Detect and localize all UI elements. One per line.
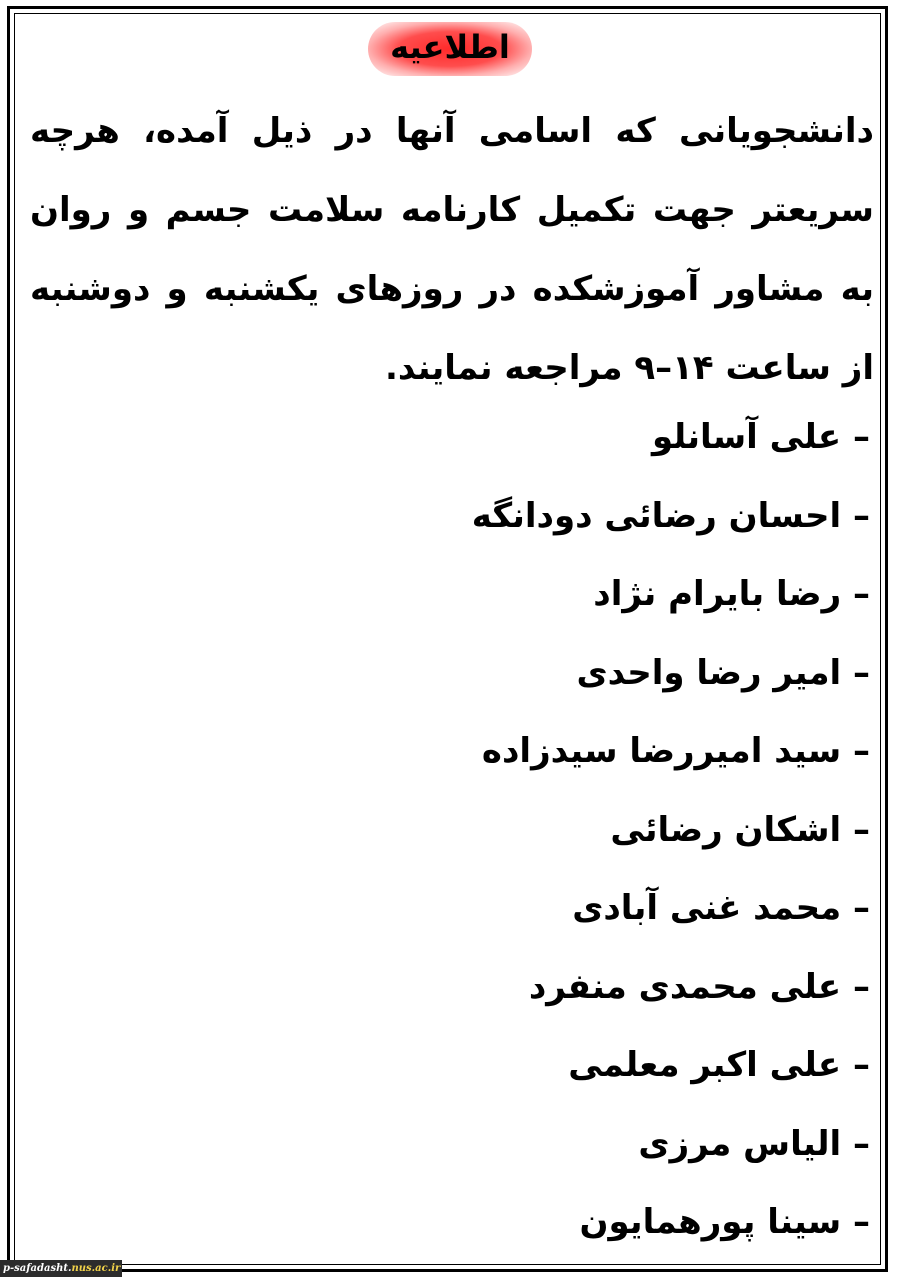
list-item: – امیر رضا واحدی xyxy=(576,652,870,693)
list-item: – علی محمدی منفرد xyxy=(528,966,870,1007)
list-item: – سینا پورهمایون xyxy=(579,1202,870,1242)
list-item: – علی آسانلو xyxy=(652,417,870,457)
list-item: – سید امیررضا سیدزاده xyxy=(481,731,870,771)
site-prefix: p-safadasht. xyxy=(3,1263,72,1274)
notice-body: دانشجویانی که اسامی آنها در ذیل آمده، هرچه سریعتر جهت تکمیل کارنامه سلامت جسم و روان به مشاور آموزشکده در روزهای یکشنبه و دوشنبه از ساعت ۱۴–۹ مراجعه نمایند. xyxy=(30,111,874,388)
site-watermark xyxy=(0,1260,122,1277)
notice-title: اطلاعیه xyxy=(368,22,532,76)
list-item: – رضا بایرام نژاد xyxy=(593,574,870,614)
site-suffix: nus.ac.ir xyxy=(71,1263,121,1274)
list-item: – الیاس مرزی xyxy=(638,1123,870,1164)
list-item: – علی اکبر معلمی xyxy=(568,1045,870,1085)
student-name-list xyxy=(26,398,870,1262)
list-item: – اشکان رضائی xyxy=(610,809,870,850)
list-item: – احسان رضائی دودانگه xyxy=(471,495,870,536)
title-area xyxy=(0,22,900,76)
list-item: – محمد غنی آبادی xyxy=(572,888,870,928)
